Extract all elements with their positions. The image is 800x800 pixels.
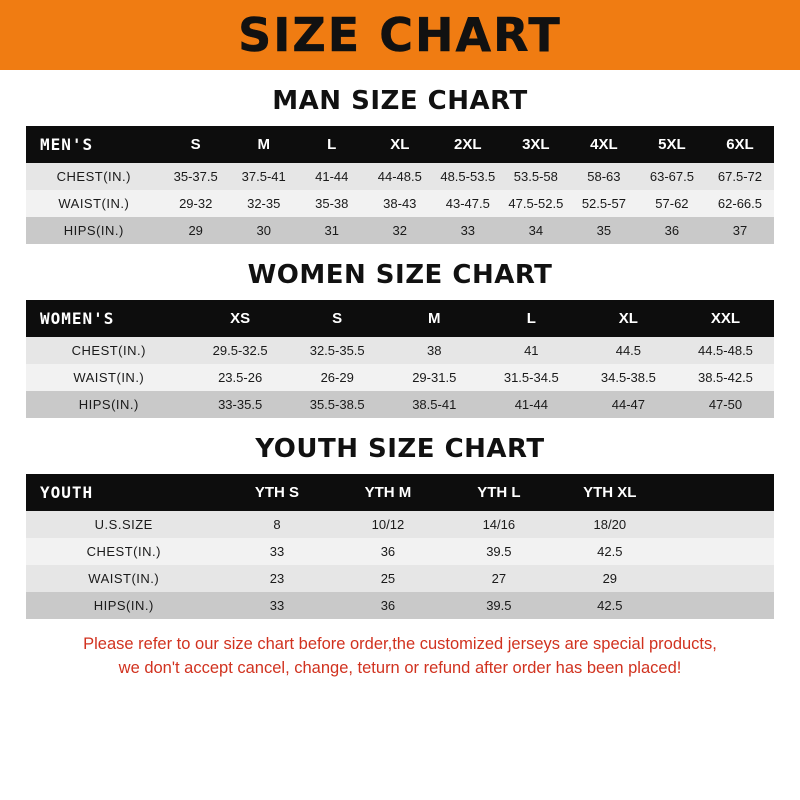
footer-note-line2: we don't accept cancel, change, teturn or refund after order has been placed! xyxy=(118,658,682,677)
table-cell: 36 xyxy=(332,538,443,565)
table-cell: 43-47.5 xyxy=(434,190,502,217)
table-cell: 52.5-57 xyxy=(570,190,638,217)
youth-header-label: YOUTH xyxy=(26,474,222,511)
table-cell: 36 xyxy=(638,217,706,244)
table-cell: 32-35 xyxy=(230,190,298,217)
table-cell: 53.5-58 xyxy=(502,163,570,190)
table-header-row xyxy=(26,300,774,337)
women-col-xxl: XXL xyxy=(677,300,774,337)
table-cell: 38.5-42.5 xyxy=(677,364,774,391)
men-col-2xl: 2XL xyxy=(434,126,502,163)
table-cell: 38-43 xyxy=(366,190,434,217)
youth-col-m: YTH M xyxy=(332,474,443,511)
men-col-5xl: 5XL xyxy=(638,126,706,163)
table-cell: 57-62 xyxy=(638,190,706,217)
men-table-body xyxy=(26,163,774,244)
table-header-row xyxy=(26,474,774,511)
women-row-label-waist: WAIST(IN.) xyxy=(26,364,192,391)
table-cell: 34 xyxy=(502,217,570,244)
women-row-label-chest: CHEST(IN.) xyxy=(26,337,192,364)
table-cell: 35.5-38.5 xyxy=(289,391,386,418)
table-header-row xyxy=(26,126,774,163)
women-header-label: WOMEN'S xyxy=(26,300,192,337)
table-cell: 39.5 xyxy=(443,538,554,565)
table-cell: 27 xyxy=(443,565,554,592)
table-cell: 38.5-41 xyxy=(386,391,483,418)
table-cell: 34.5-38.5 xyxy=(580,364,677,391)
table-cell: 23.5-26 xyxy=(192,364,289,391)
youth-table-head xyxy=(26,474,774,511)
table-row xyxy=(26,511,774,538)
youth-row-label-chest: CHEST(IN.) xyxy=(26,538,222,565)
table-cell: 32.5-35.5 xyxy=(289,337,386,364)
women-col-xl: XL xyxy=(580,300,677,337)
section-title-youth: YOUTH SIZE CHART xyxy=(255,434,545,464)
men-row-label-hips: HIPS(IN.) xyxy=(26,217,162,244)
women-table-head xyxy=(26,300,774,337)
table-cell: 62-66.5 xyxy=(706,190,774,217)
men-row-label-waist: WAIST(IN.) xyxy=(26,190,162,217)
table-cell: 44-47 xyxy=(580,391,677,418)
table-cell: 29 xyxy=(554,565,665,592)
table-row xyxy=(26,337,774,364)
table-cell: 44.5 xyxy=(580,337,677,364)
table-cell: 37 xyxy=(706,217,774,244)
men-col-xl: XL xyxy=(366,126,434,163)
table-row xyxy=(26,163,774,190)
table-cell: 29 xyxy=(162,217,230,244)
women-col-m: M xyxy=(386,300,483,337)
table-cell: 29-31.5 xyxy=(386,364,483,391)
table-cell: 42.5 xyxy=(554,592,665,619)
table-cell: 8 xyxy=(222,511,333,538)
table-cell: 44.5-48.5 xyxy=(677,337,774,364)
men-size-table xyxy=(26,126,774,244)
table-cell: 33 xyxy=(434,217,502,244)
section-title-man: MAN SIZE CHART xyxy=(272,86,528,116)
table-cell: 63-67.5 xyxy=(638,163,706,190)
youth-row-label-ussize: U.S.SIZE xyxy=(26,511,222,538)
footer-note-line1: Please refer to our size chart before order,the customized jerseys are special products, xyxy=(83,635,717,653)
men-col-s: S xyxy=(162,126,230,163)
table-cell: 37.5-41 xyxy=(230,163,298,190)
table-cell: 14/16 xyxy=(443,511,554,538)
table-cell: 39.5 xyxy=(443,592,554,619)
table-cell: 41 xyxy=(483,337,580,364)
women-col-l: L xyxy=(483,300,580,337)
women-col-s: S xyxy=(289,300,386,337)
table-cell: 44-48.5 xyxy=(366,163,434,190)
table-cell: 41-44 xyxy=(298,163,366,190)
table-cell: 47.5-52.5 xyxy=(502,190,570,217)
women-col-xs: XS xyxy=(192,300,289,337)
youth-col-spacer xyxy=(665,474,774,511)
table-cell: 58-63 xyxy=(570,163,638,190)
table-cell: 67.5-72 xyxy=(706,163,774,190)
table-cell: 35 xyxy=(570,217,638,244)
header-band xyxy=(0,0,800,70)
table-cell: 48.5-53.5 xyxy=(434,163,502,190)
table-cell: 31 xyxy=(298,217,366,244)
table-cell: 10/12 xyxy=(332,511,443,538)
table-cell: 33-35.5 xyxy=(192,391,289,418)
table-cell: 42.5 xyxy=(554,538,665,565)
chart-body xyxy=(0,86,800,689)
table-cell: 18/20 xyxy=(554,511,665,538)
youth-row-label-hips: HIPS(IN.) xyxy=(26,592,222,619)
table-row xyxy=(26,190,774,217)
table-cell-empty xyxy=(665,538,774,565)
footer-note xyxy=(26,633,774,689)
table-cell: 38 xyxy=(386,337,483,364)
table-row xyxy=(26,565,774,592)
youth-col-l: YTH L xyxy=(443,474,554,511)
men-col-l: L xyxy=(298,126,366,163)
table-cell: 26-29 xyxy=(289,364,386,391)
table-cell: 35-37.5 xyxy=(162,163,230,190)
men-col-3xl: 3XL xyxy=(502,126,570,163)
table-cell: 41-44 xyxy=(483,391,580,418)
section-title-women: WOMEN SIZE CHART xyxy=(247,260,553,290)
men-col-m: M xyxy=(230,126,298,163)
table-cell-empty xyxy=(665,592,774,619)
men-col-6xl: 6XL xyxy=(706,126,774,163)
men-col-4xl: 4XL xyxy=(570,126,638,163)
table-cell: 31.5-34.5 xyxy=(483,364,580,391)
table-cell: 30 xyxy=(230,217,298,244)
women-row-label-hips: HIPS(IN.) xyxy=(26,391,192,418)
table-cell: 36 xyxy=(332,592,443,619)
page-title: SIZE CHART xyxy=(238,8,562,62)
table-cell: 33 xyxy=(222,592,333,619)
table-cell: 29-32 xyxy=(162,190,230,217)
table-row xyxy=(26,391,774,418)
table-cell: 35-38 xyxy=(298,190,366,217)
women-size-table xyxy=(26,300,774,418)
table-row xyxy=(26,217,774,244)
table-cell-empty xyxy=(665,511,774,538)
table-cell: 29.5-32.5 xyxy=(192,337,289,364)
table-row xyxy=(26,538,774,565)
men-row-label-chest: CHEST(IN.) xyxy=(26,163,162,190)
table-row xyxy=(26,364,774,391)
table-cell: 32 xyxy=(366,217,434,244)
youth-col-xl: YTH XL xyxy=(554,474,665,511)
table-cell: 25 xyxy=(332,565,443,592)
youth-row-label-waist: WAIST(IN.) xyxy=(26,565,222,592)
youth-size-table xyxy=(26,474,774,619)
table-cell: 23 xyxy=(222,565,333,592)
table-cell: 47-50 xyxy=(677,391,774,418)
table-row xyxy=(26,592,774,619)
youth-table-body xyxy=(26,511,774,619)
table-cell: 33 xyxy=(222,538,333,565)
women-table-body xyxy=(26,337,774,418)
table-cell-empty xyxy=(665,565,774,592)
men-header-label: MEN'S xyxy=(26,126,162,163)
youth-col-s: YTH S xyxy=(222,474,333,511)
men-table-head xyxy=(26,126,774,163)
